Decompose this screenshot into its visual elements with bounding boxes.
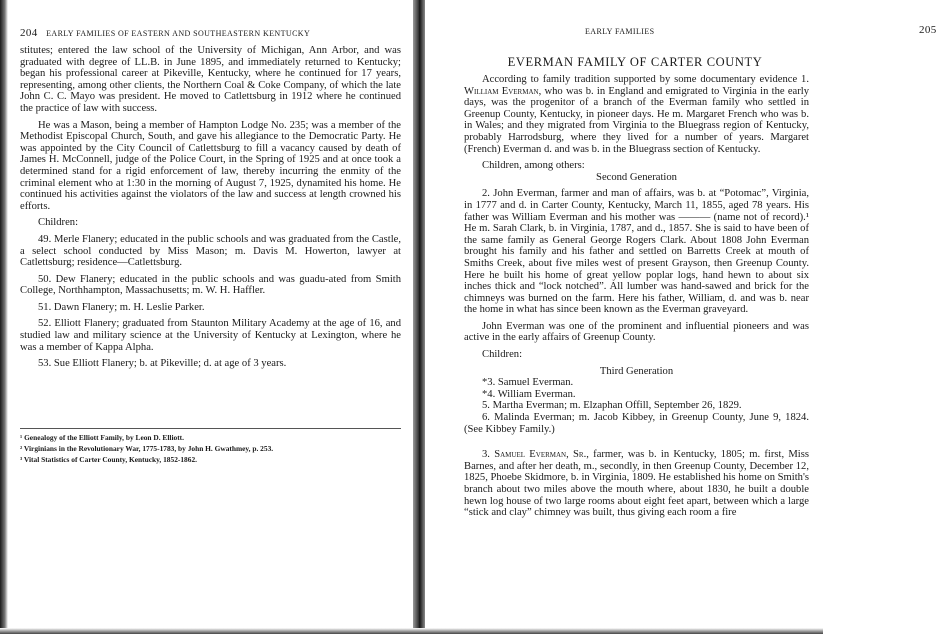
right-body-text	[464, 74, 809, 519]
paragraph: 2. John Everman, farmer and man of affairs, was b. at “Potomac”, Virginia, in 1777 and d. in Carter County, Kentucky, March 11, 1855, aged 78 years. His father was William Everman and his mother was ——— (name not of record).¹ He m. Sarah Clark, b. in Virginia, 1787, and d., 1857. She is said to have been of the same family as General George Rogers Clark. About 1808 John Everman brought his family and his father and settled on Barretts Creek at mouth of Smiths Creek, about five miles west of present Grayson, then Greenup County. Here he built his home of great yellow poplar logs, hand hewn to about six inches thick and “lock notched”. All lumber was hand-sawed and brick for the chimneys was burned on the farm. Here his father, William, d. and was b. near the home in what has since been known as the Everman graveyard.	[464, 188, 809, 316]
right-header-title: EARLY FAMILIES	[585, 27, 655, 36]
children-heading: Children:	[38, 217, 79, 229]
text-run: , farmer, was b. in Kentucky, 1805; m. first, Miss Barnes, and after her death, m., secondly, in then Greenup County, December 12, 1825, Phoebe Skidmore, b. in Virginia, 1809. He established his home on Smith's branch about two miles above the mouth where, about 1830, he built a double hewn log house of two large rooms about eight feet apart, between which a large “stick and clay” chimney was built, thus giving each room a fire	[464, 449, 809, 519]
text-run: According to family tradition supported by some documentary evidence 1.	[482, 74, 809, 85]
child-entry: *4. William Everman.	[482, 388, 576, 400]
left-running-header	[20, 27, 310, 39]
right-page-number: 205	[919, 24, 937, 36]
generation-heading: Third Generation	[599, 365, 674, 377]
child-entry: 5. Martha Everman; m. Elzaphan Offill, September 26, 1829.	[482, 400, 742, 412]
chapter-title: EVERMAN FAMILY OF CARTER COUNTY	[507, 55, 763, 69]
footnote: ¹ Genealogy of the Elliott Family, by Leon D. Elliott.	[20, 433, 184, 442]
child-entry: *3. Samuel Everman.	[482, 377, 574, 389]
footnotes	[20, 428, 401, 465]
right-running-header	[585, 24, 937, 36]
person-name: William Everman	[464, 85, 539, 97]
bottom-scan-edge	[0, 628, 823, 634]
left-page-number: 204	[20, 27, 38, 39]
child-entry: 50. Dew Flanery; educated in the public schools and was guadu-ated from Smith College, Northhampton, Massachusetts; m. W. H. Haffler.	[20, 273, 401, 297]
paragraph: John Everman was one of the prominent and influential pioneers and was active in the early affairs of Greenup County.	[464, 320, 809, 344]
book-gutter	[413, 0, 425, 634]
footnote: ³ Vital Statistics of Carter County, Kentucky, 1852-1862.	[20, 455, 197, 464]
children-heading: Children, among others:	[482, 160, 585, 172]
paragraph: He was a Mason, being a member of Hampton Lodge No. 235; was a member of the Methodist Episcopal Church, South, and gave his allegiance to the Democratic Party. He was appointed by the City Council of Catlettsburg to fill a vacancy caused by death of James H. McConnell, judge of the Police Court, in the Spring of 1925 and at once took a determined stand for a rigid enforcement of law, thereby incurring the enmity of the criminal element who at 1:30 in the morning of August 7, 1925, dynamited his home. He continued his activities against the violators of the law and success at length crowned his efforts.	[20, 119, 401, 212]
text-run: 3.	[482, 449, 495, 461]
footnote: ² Virginians in the Revolutionary War, 1775-1783, by John H. Gwathmey, p. 253.	[20, 444, 274, 453]
paragraph: stitutes; entered the law school of the University of Michigan, Ann Arbor, and was graduated with degree of LL.B. in June 1895, and immediately returned to Kentucky; began his professional career at Pikeville, Kentucky, where he continued for 17 years, representing, among other clients, the Northern Coal & Coke Company, of which the late John C. C. Mayo was president. He moved to Catlettsburg in 1912 where he continued the practice of law with success.	[20, 45, 401, 114]
child-entry: 53. Sue Elliott Flanery; b. at Pikeville; d. at age of 3 years.	[38, 358, 287, 370]
right-page	[425, 0, 937, 634]
children-heading: Children:	[482, 349, 523, 361]
child-entry: 52. Elliott Flanery; graduated from Staunton Military Academy at the age of 16, and studied law and military science at the University of Kentucky at Lexington, where he was a member of Kappa Alpha.	[20, 318, 401, 353]
paragraph	[464, 74, 809, 155]
child-entry: 49. Merle Flanery; educated in the public schools and was graduated from the Castle, a select school conducted by Miss Mason; m. Davis M. Howerton, lawyer at Catlettsburg; residence—Catlettsburg.	[20, 233, 401, 269]
text-run: , who was b. in England and emigrated to Virginia in the early days, was the progenitor of a branch of the Everman family who settled in Greenup County, Kentucky, in pioneer days. He m. Margaret French who was b. in Wales; and they migrated from Virginia to the Bluegrass region of Kentucky, probably Harrodsburg, where they lived for a number of years. Margaret (French) Everman d. and was b. in the Bluegrass section of Kentucky.	[464, 85, 809, 155]
child-entry: 6. Malinda Everman; m. Jacob Kibbey, in Greenup County, June 9, 1824. (See Kibbey Family.)	[464, 412, 809, 435]
generation-heading: Second Generation	[596, 171, 677, 183]
left-page	[0, 0, 413, 634]
left-header-title: EARLY FAMILIES OF EASTERN AND SOUTHEASTERN KENTUCKY	[46, 29, 311, 38]
left-body-text	[20, 45, 401, 370]
paragraph	[464, 449, 809, 519]
person-name: Samuel Everman, Sr.	[494, 449, 587, 461]
child-entry: 51. Dawn Flanery; m. H. Leslie Parker.	[38, 301, 205, 313]
